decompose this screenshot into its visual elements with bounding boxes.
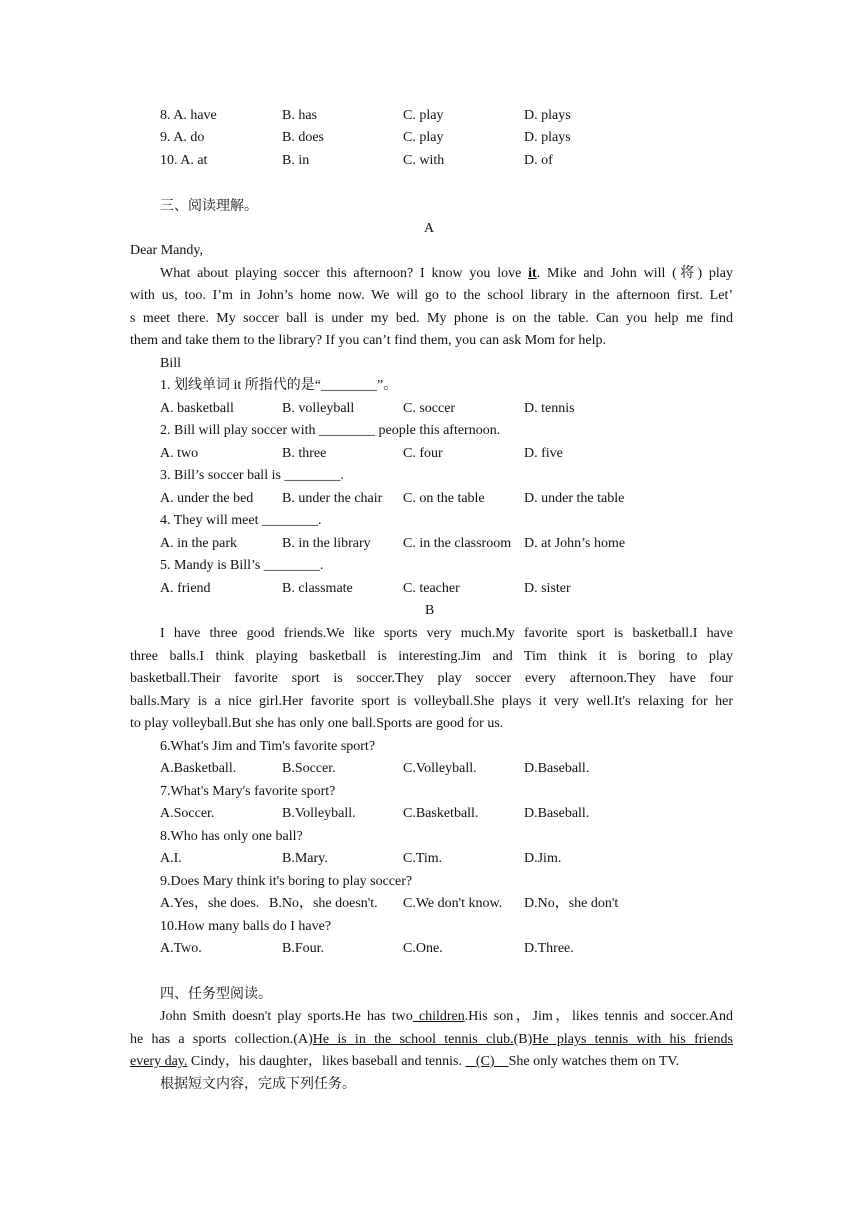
question: 4. They will meet ________. — [160, 513, 322, 528]
option-b: B.Four. — [282, 941, 325, 956]
option-a: A.Soccer. — [160, 806, 215, 821]
underlined-word: it — [528, 266, 537, 281]
option-d: D. under the table — [524, 491, 625, 506]
option-d: D.Baseball. — [524, 806, 590, 821]
question: 7.What's Mary's favorite sport? — [160, 784, 336, 799]
option-b: B. does — [282, 130, 324, 145]
option-c: C.Volleyball. — [403, 761, 477, 776]
option-d: D.No，she don't — [524, 896, 619, 911]
section-heading: 三、阅读理解。 — [160, 199, 258, 214]
underlined-sentence-b: He plays tennis with his friends — [532, 1032, 733, 1047]
option-b: B. in the library — [282, 536, 371, 551]
option-c: C. play — [403, 130, 444, 145]
option-a: A. friend — [160, 581, 211, 596]
option-d: D. sister — [524, 581, 571, 596]
option-a: 8. A. have — [160, 108, 217, 123]
option-d: D.Baseball. — [524, 761, 590, 776]
passage-label: B — [425, 603, 435, 618]
question: 5. Mandy is Bill’s ________. — [160, 558, 324, 573]
option-b: B. classmate — [282, 581, 353, 596]
option-d: D.Three. — [524, 941, 574, 956]
passage-line: I have three good friends.We like sports very much.My favorite sport is basketball.I have — [160, 626, 733, 641]
passage-line: every day. Cindy，his daughter，likes baseball and tennis. (C) She only watches them on TV. — [130, 1054, 680, 1069]
option-d: D.Jim. — [524, 851, 562, 866]
question: 8.Who has only one ball? — [160, 829, 303, 844]
option-b: B. three — [282, 446, 327, 461]
task-instruction: 根据短文内容，完成下列任务。 — [160, 1077, 356, 1092]
option-c: C.Basketball. — [403, 806, 479, 821]
question: 3. Bill’s soccer ball is ________. — [160, 468, 344, 483]
question: 10.How many balls do I have? — [160, 919, 332, 934]
option-a: A. in the park — [160, 536, 237, 551]
option-b: B. volleyball — [282, 401, 355, 416]
option-a: A.Yes，she does. — [160, 896, 260, 911]
letter-paragraph-line: What about playing soccer this afternoon? I know you love it. Mike and John will (将) play — [160, 266, 734, 281]
option-a: A.Two. — [160, 941, 202, 956]
option-b: B.Mary. — [282, 851, 328, 866]
option-a: A.I. — [160, 851, 182, 866]
option-c: C.Tim. — [403, 851, 443, 866]
option-a: A. under the bed — [160, 491, 254, 506]
underlined-phrase: children — [412, 1009, 465, 1024]
passage-line: to play volleyball.But she has only one ball.Sports are good for us. — [130, 716, 504, 731]
passage-line: three balls.I think playing basketball is interesting.Jim and Tim think it is boring to play — [130, 649, 733, 664]
option-c: C.One. — [403, 941, 443, 956]
question: 2. Bill will play soccer with ________ people this afternoon. — [160, 423, 501, 438]
option-d: D. five — [524, 446, 563, 461]
option-d: D. tennis — [524, 401, 575, 416]
option-d: D. at John’s home — [524, 536, 626, 551]
question: 9.Does Mary think it's boring to play soccer? — [160, 874, 413, 889]
passage-line: basketball.Their favorite sport is soccer.They play soccer every afternoon.They have four — [130, 671, 733, 686]
letter-paragraph-line: with us, too. I’m in John’s home now. We will go to the school library in the afternoon first. Let’ — [130, 288, 733, 303]
option-c: C. on the table — [403, 491, 485, 506]
option-a: A. two — [160, 446, 199, 461]
option-c: C. four — [403, 446, 443, 461]
option-b: B. under the chair — [282, 491, 383, 506]
option-b: B. in — [282, 153, 310, 168]
option-a: 10. A. at — [160, 153, 208, 168]
option-a: A. basketball — [160, 401, 234, 416]
option-d: D. of — [524, 153, 553, 168]
question: 1. 划线单词 it 所指代的是“________”。 — [160, 378, 398, 393]
option-b: B.Soccer. — [282, 761, 336, 776]
option-c: C. in the classroom — [403, 536, 512, 551]
blank-c: (C) — [465, 1054, 509, 1069]
letter-signature: Bill — [160, 356, 182, 371]
passage-line: John Smith doesn't play sports.He has two children.His son，Jim，likes tennis and soccer.And — [160, 1009, 734, 1024]
passage-label: A — [424, 221, 435, 236]
option-c: C.We don't know. — [403, 896, 503, 911]
option-b: B.No，she doesn't. — [269, 896, 378, 911]
section-heading: 四、任务型阅读。 — [160, 987, 272, 1002]
passage-line: he has a sports collection.(A)He is in the school tennis club.(B)He plays tennis with his friends — [130, 1032, 733, 1047]
underlined-sentence-a: He is in the school tennis club. — [312, 1032, 514, 1047]
option-b: B.Volleyball. — [282, 806, 356, 821]
option-c: C. with — [403, 153, 445, 168]
option-c: C. teacher — [403, 581, 460, 596]
letter-paragraph-line: s meet there. My soccer ball is under my bed. My phone is on the table. Can you help me find — [130, 311, 733, 326]
option-a: A.Basketball. — [160, 761, 237, 776]
option-b: B. has — [282, 108, 317, 123]
option-a: 9. A. do — [160, 130, 205, 145]
passage-line: balls.Mary is a nice girl.Her favorite sport is volleyball.She plays it very well.It's relaxing for her — [130, 694, 733, 709]
underlined-sentence-b-end: every day. — [130, 1054, 188, 1069]
option-c: C. play — [403, 108, 444, 123]
option-c: C. soccer — [403, 401, 456, 416]
letter-paragraph-line: them and take them to the library? If you can’t find them, you can ask Mom for help. — [130, 333, 606, 348]
question: 6.What's Jim and Tim's favorite sport? — [160, 739, 376, 754]
option-d: D. plays — [524, 130, 571, 145]
option-d: D. plays — [524, 108, 571, 123]
letter-salutation: Dear Mandy, — [130, 243, 203, 258]
